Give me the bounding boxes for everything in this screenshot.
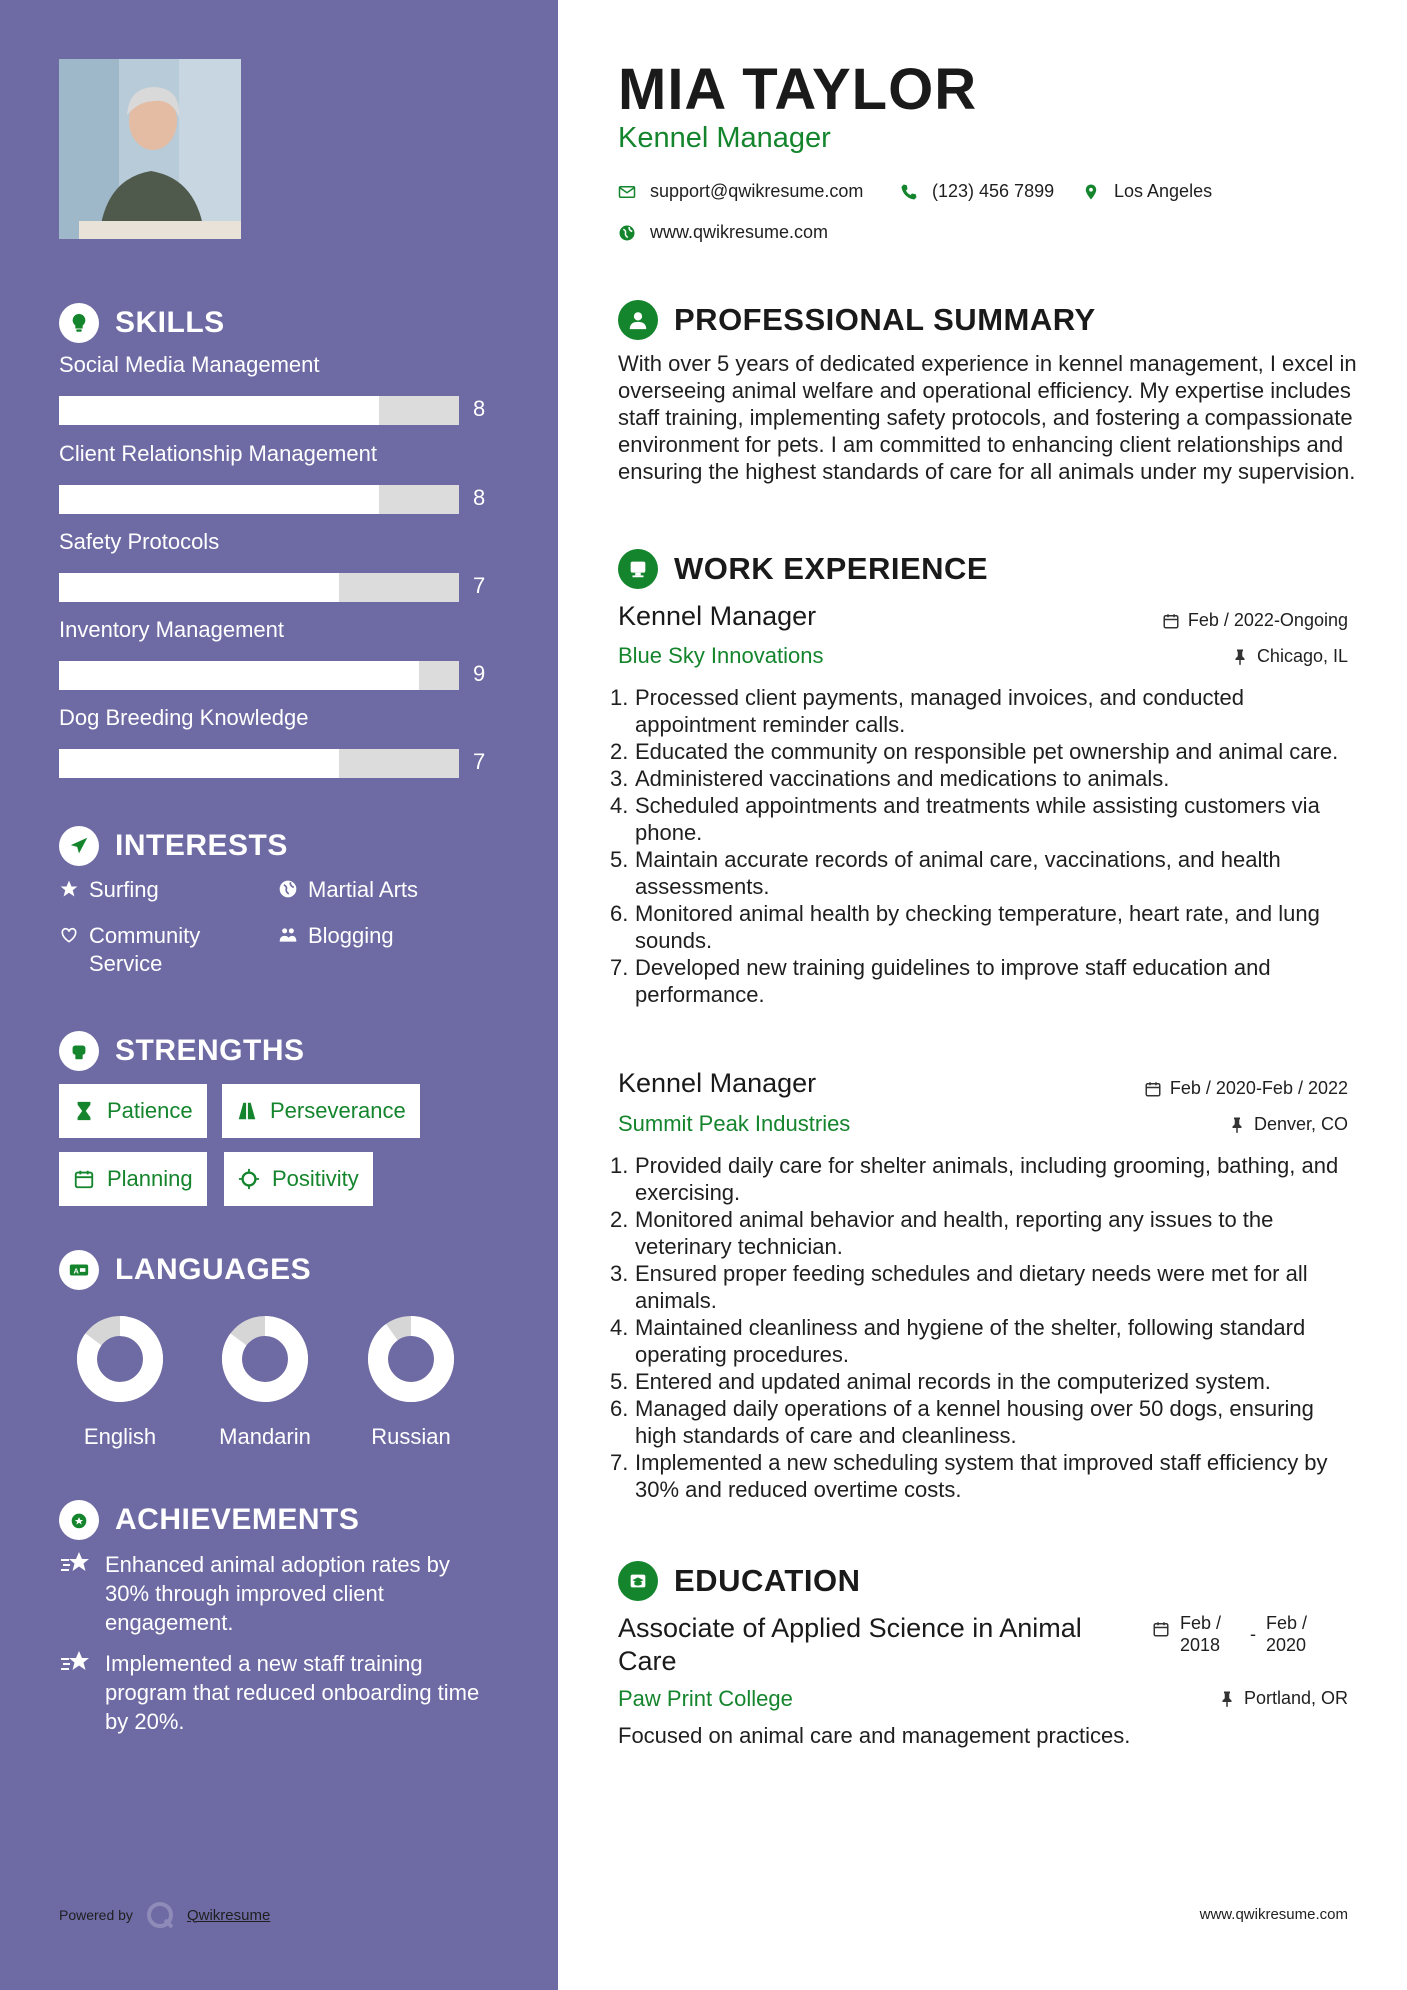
skill-name: Client Relationship Management: [59, 441, 377, 466]
shooting-star-icon: [59, 1649, 93, 1677]
globe-icon: [618, 224, 636, 242]
strength-badge: Patience: [59, 1084, 207, 1138]
paper-plane-icon: [59, 826, 99, 866]
contact-phone[interactable]: (123) 456 7899: [900, 181, 1054, 202]
svg-text:A: A: [73, 1266, 80, 1276]
list-item: Maintain accurate records of animal care, vaccinations, and health assessments.: [635, 847, 1281, 899]
profile-photo: [59, 59, 241, 239]
calendar-icon: [1144, 1080, 1162, 1098]
qwikresume-logo-icon: [145, 1900, 175, 1930]
job-location: Chicago, IL: [1231, 646, 1348, 667]
summary-heading: PROFESSIONAL SUMMARY: [618, 300, 1096, 340]
job-dates: Feb / 2022-Ongoing: [1162, 610, 1348, 631]
heart-icon: [59, 925, 79, 945]
list-item: Developed new training guidelines to improve staff education and performance.: [635, 955, 1271, 1007]
calendar-icon: [1152, 1620, 1170, 1638]
powered-by: Powered by Qwikresume: [59, 1900, 270, 1930]
calendar-icon: [73, 1168, 95, 1190]
candidate-title: Kennel Manager: [618, 122, 831, 154]
list-item: Monitored animal behavior and health, reporting any issues to the veterinary technician.: [635, 1207, 1274, 1259]
achievement-item: Enhanced animal adoption rates by 30% through improved client engagement.: [59, 1550, 499, 1637]
language-item: [50, 1316, 190, 1450]
language-ring: [222, 1316, 308, 1402]
experience-heading: WORK EXPERIENCE: [618, 549, 988, 589]
sun-icon: [238, 1168, 260, 1190]
list-item: Processed client payments, managed invoices, and conducted appointment reminder calls.: [635, 685, 1245, 737]
achievement-item: Implemented a new staff training program that reduced onboarding time by 20%.: [59, 1649, 499, 1736]
job-responsibilities: [610, 1152, 1350, 1503]
user-icon: [618, 300, 658, 340]
job-title: Kennel Manager: [618, 601, 817, 631]
achievements-heading: ACHIEVEMENTS: [59, 1500, 359, 1540]
footer-website[interactable]: www.qwikresume.com: [1199, 1906, 1348, 1923]
skill-bar: [59, 573, 459, 602]
education-heading: EDUCATION: [618, 1561, 860, 1601]
pin-icon: [1218, 1690, 1236, 1708]
job-responsibilities: [610, 684, 1350, 1008]
interest-item: Surfing: [59, 876, 159, 904]
pin-icon: [1228, 1116, 1246, 1134]
education-start: Feb / 2018: [1180, 1613, 1222, 1655]
skill-name: Dog Breeding Knowledge: [59, 705, 309, 730]
skill-bar-fill: [59, 485, 379, 514]
education-dates: [1152, 1612, 1326, 1656]
map-pin-icon: [1082, 183, 1100, 201]
strength-badge: Positivity: [224, 1152, 373, 1206]
phone-icon: [900, 183, 918, 201]
language-item: [195, 1316, 335, 1450]
shooting-star-icon: [59, 1550, 93, 1578]
list-item: Managed daily operations of a kennel housing over 50 dogs, ensuring high standards of care and cleanliness.: [635, 1396, 1314, 1448]
fist-icon: [59, 1031, 99, 1071]
road-icon: [236, 1100, 258, 1122]
globe-icon: [278, 879, 298, 899]
list-item: Maintained cleanliness and hygiene of the shelter, following standard operating procedures.: [635, 1315, 1306, 1367]
contact-email[interactable]: support@qwikresume.com: [618, 181, 863, 202]
job-company: Summit Peak Industries: [618, 1111, 851, 1136]
list-item: Scheduled appointments and treatments while assisting customers via phone.: [635, 793, 1320, 845]
graduation-cap-icon: [618, 1561, 658, 1601]
star-icon: [59, 879, 79, 899]
strengths-heading: STRENGTHS: [59, 1031, 305, 1071]
education-date-separator: -: [1250, 1624, 1256, 1644]
language-name: English: [83, 1424, 157, 1449]
job-company: Blue Sky Innovations: [618, 643, 824, 668]
contact-website[interactable]: www.qwikresume.com: [618, 222, 828, 243]
calendar-icon: [1162, 612, 1180, 630]
school-name: Paw Print College: [618, 1686, 793, 1711]
education-end: Feb / 2020: [1266, 1613, 1308, 1655]
contact-location: Los Angeles: [1082, 181, 1212, 202]
skill-bar: [59, 661, 459, 690]
interests-heading: INTERESTS: [59, 826, 288, 866]
language-item: [341, 1316, 481, 1450]
list-item: Administered vaccinations and medications to animals.: [635, 766, 1170, 791]
language-ring-fill: [378, 1326, 444, 1392]
education-description: Focused on animal care and management practices.: [618, 1723, 1131, 1748]
language-name: Mandarin: [219, 1424, 311, 1449]
skill-item: [59, 617, 499, 686]
language-icon: [59, 1250, 99, 1290]
strength-badge: Planning: [59, 1152, 207, 1206]
sidebar: [0, 0, 558, 1990]
list-item: Implemented a new scheduling system that improved staff efficiency by 30% and reduced overtime costs.: [635, 1450, 1328, 1502]
skills-heading: SKILLS: [59, 303, 225, 343]
skill-bar: [59, 396, 459, 425]
envelope-icon: [618, 183, 636, 201]
job-dates: Feb / 2020-Feb / 2022: [1144, 1078, 1348, 1099]
candidate-name: MIA TAYLOR: [618, 57, 978, 122]
strength-badge: Perseverance: [222, 1084, 420, 1138]
skill-item: [59, 529, 499, 598]
language-ring: [77, 1316, 163, 1402]
degree-title: Associate of Applied Science in Animal Care: [618, 1613, 1082, 1676]
skill-bar-fill: [59, 573, 339, 602]
skill-bar-fill: [59, 661, 419, 690]
school-location: Portland, OR: [1218, 1688, 1348, 1709]
skill-name: Social Media Management: [59, 352, 320, 377]
skill-item: [59, 441, 499, 510]
hourglass-icon: [73, 1100, 95, 1122]
list-item: Entered and updated animal records in the computerized system.: [635, 1369, 1271, 1394]
summary-text: With over 5 years of dedicated experience in kennel management, I excel in overseeing animal welfare and operational efficiency. My expertise includes staff training, implementing safety protocols, and fostering a compassionate environment for pets. I am committed to enhancing client relationships and ensuring the highest standards of care for all animals under my supervision.: [618, 351, 1357, 484]
skill-item: [59, 705, 499, 774]
skill-bar: [59, 749, 459, 778]
pin-icon: [1231, 648, 1249, 666]
skill-bar-fill: [59, 749, 339, 778]
users-icon: [278, 925, 298, 945]
skill-bar: [59, 485, 459, 514]
job-location: Denver, CO: [1228, 1114, 1348, 1135]
languages-heading: A LANGUAGES: [59, 1250, 311, 1290]
skill-bar-fill: [59, 396, 379, 425]
medal-icon: [59, 1500, 99, 1540]
list-item: Provided daily care for shelter animals, including grooming, bathing, and exercising.: [635, 1153, 1339, 1205]
skill-item: [59, 352, 499, 421]
list-item: Monitored animal health by checking temperature, heart rate, and lung sounds.: [635, 901, 1320, 953]
skill-level: 8: [473, 485, 486, 510]
job-title: Kennel Manager: [618, 1068, 817, 1098]
interest-item: Martial Arts: [278, 876, 418, 904]
brand-link[interactable]: Qwikresume: [186, 1906, 271, 1924]
skill-name: Safety Protocols: [59, 529, 220, 554]
language-ring: [368, 1316, 454, 1402]
list-item: Ensured proper feeding schedules and dietary needs were met for all animals.: [635, 1261, 1308, 1313]
skill-name: Inventory Management: [59, 617, 285, 642]
list-item: Educated the community on responsible pet ownership and animal care.: [635, 739, 1339, 764]
briefcase-icon: [618, 549, 658, 589]
skill-level: 7: [473, 749, 486, 774]
interest-item: Blogging: [278, 922, 394, 950]
skill-level: 7: [473, 573, 486, 598]
language-name: Russian: [371, 1424, 451, 1449]
lightbulb-icon: [59, 303, 99, 343]
skill-level: 9: [473, 661, 486, 686]
interest-item: Community Service: [59, 922, 249, 978]
skill-level: 8: [473, 396, 486, 421]
